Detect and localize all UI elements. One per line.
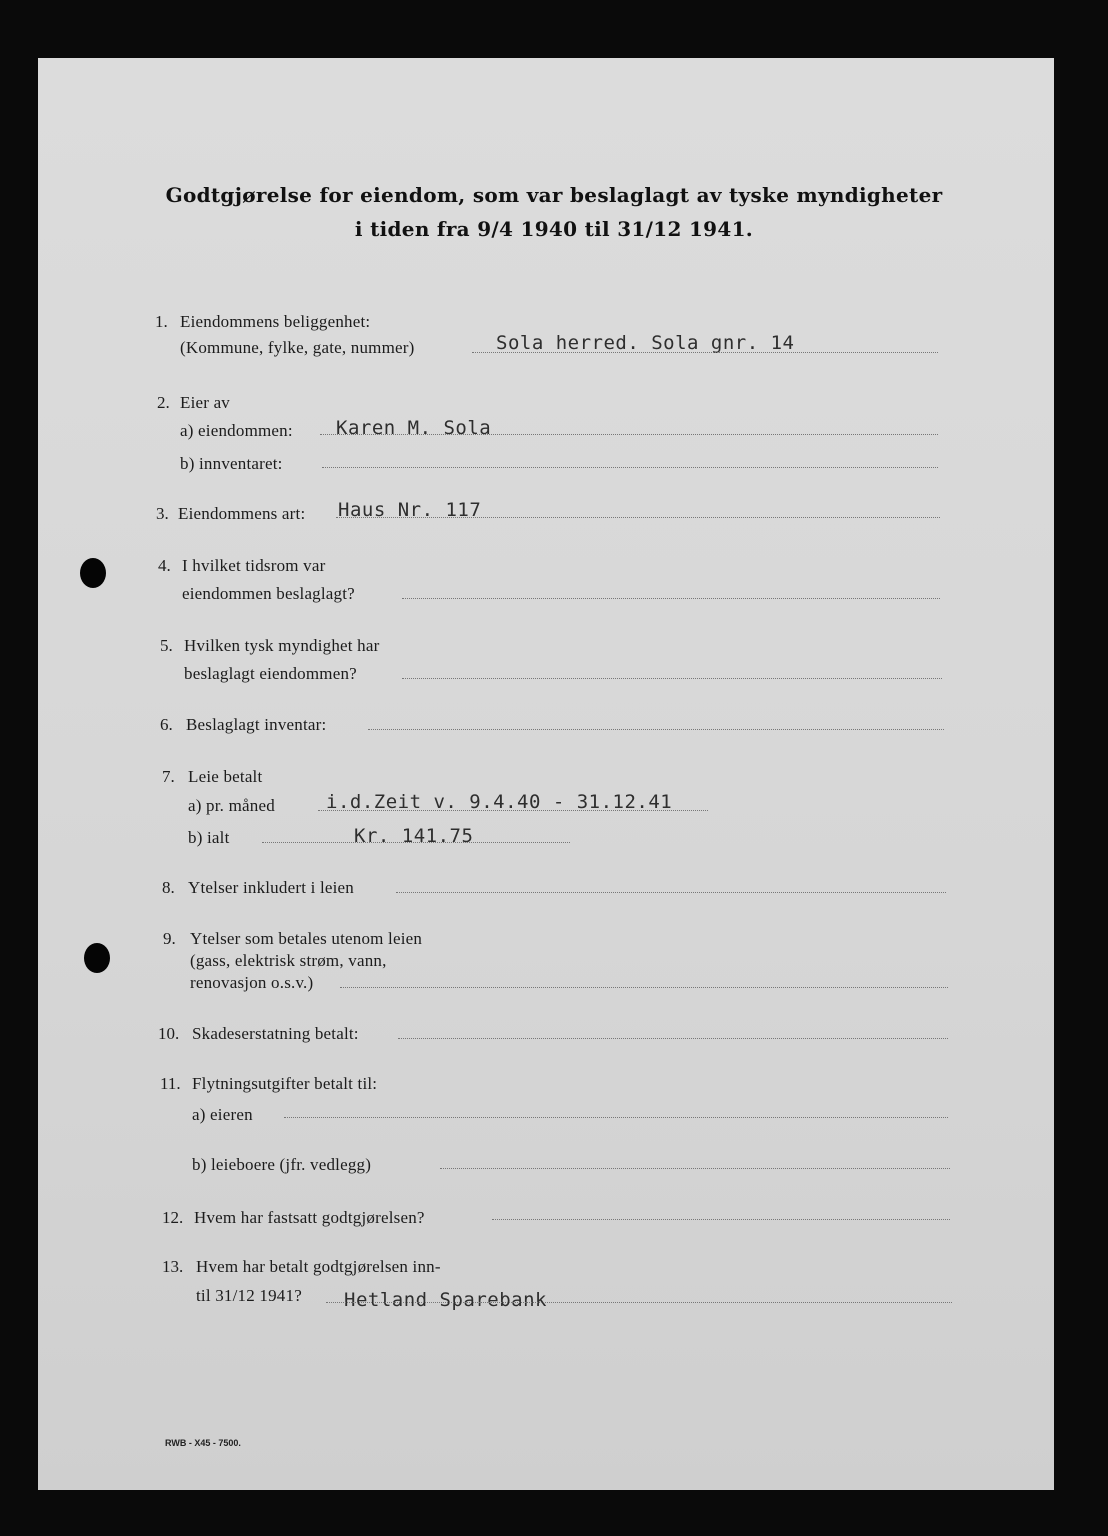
item-number: 10. bbox=[158, 1024, 180, 1043]
item-number: 12. bbox=[162, 1208, 184, 1227]
authority-line bbox=[402, 678, 942, 679]
inventory-owner-label: b) innventaret: bbox=[180, 454, 283, 473]
location-hint: (Kommune, fylke, gate, nummer) bbox=[180, 338, 415, 357]
item-number: 4. bbox=[158, 556, 171, 575]
paid-by-line bbox=[326, 1302, 952, 1303]
paid-by-label-2: til 31/12 1941? bbox=[196, 1286, 302, 1305]
extra-services-line bbox=[340, 987, 948, 988]
item-number: 9. bbox=[163, 929, 176, 948]
location-value: Sola herred. Sola gnr. 14 bbox=[496, 332, 795, 354]
punch-hole bbox=[80, 558, 106, 588]
determined-by-label: Hvem har fastsatt godtgjørelsen? bbox=[194, 1208, 425, 1227]
item-number: 7. bbox=[162, 767, 175, 786]
rent-monthly-line bbox=[318, 810, 708, 811]
location-line bbox=[472, 352, 938, 353]
rent-monthly-value: i.d.Zeit v. 9.4.40 - 31.12.41 bbox=[326, 791, 673, 813]
rent-label: Leie betalt bbox=[188, 767, 263, 786]
paid-by-label: Hvem har betalt godtgjørelsen inn- bbox=[196, 1257, 441, 1276]
extra-services-hint-1: (gass, elektrisk strøm, vann, bbox=[190, 951, 387, 970]
included-services-line bbox=[396, 892, 946, 893]
inventory-line bbox=[368, 729, 944, 730]
form-subtitle: i tiden fra 9/4 1940 til 31/12 1941. bbox=[354, 217, 754, 241]
damages-label: Skadeserstatning betalt: bbox=[192, 1024, 359, 1043]
property-owner-line bbox=[320, 434, 938, 435]
property-owner-label: a) eiendommen: bbox=[180, 421, 293, 440]
rent-total-label: b) ialt bbox=[188, 828, 230, 847]
extra-services-label: Ytelser som betales utenom leien bbox=[190, 929, 423, 948]
included-services-label: Ytelser inkludert i leien bbox=[188, 878, 354, 897]
item-number: 6. bbox=[160, 715, 173, 734]
inventory-label: Beslaglagt inventar: bbox=[186, 715, 327, 734]
period-line bbox=[402, 598, 940, 599]
period-label-2: eiendommen beslaglagt? bbox=[182, 584, 355, 603]
moving-tenants-line bbox=[440, 1168, 950, 1169]
location-label: Eiendommens beliggenhet: bbox=[180, 312, 371, 331]
damages-line bbox=[398, 1038, 948, 1039]
property-type-line bbox=[336, 517, 940, 518]
property-type-value: Haus Nr. 117 bbox=[338, 499, 482, 521]
rent-monthly-label: a) pr. måned bbox=[188, 796, 275, 815]
rent-total-line bbox=[262, 842, 570, 843]
period-label: I hvilket tidsrom var bbox=[182, 556, 326, 575]
rent-total-value: Kr. 141.75 bbox=[354, 825, 474, 847]
item-number: 8. bbox=[162, 878, 175, 897]
paid-by-value: Hetland Sparebank bbox=[344, 1289, 547, 1311]
owner-label: Eier av bbox=[180, 393, 231, 412]
inventory-owner-line bbox=[322, 467, 938, 468]
punch-hole bbox=[84, 943, 110, 973]
property-type-label: Eiendommens art: bbox=[178, 504, 306, 523]
moving-owner-line bbox=[284, 1117, 948, 1118]
item-number: 1. bbox=[155, 312, 168, 331]
moving-costs-label: Flytningsutgifter betalt til: bbox=[192, 1074, 378, 1093]
determined-by-line bbox=[492, 1219, 950, 1220]
item-number: 13. bbox=[162, 1257, 184, 1276]
moving-tenants-label: b) leieboere (jfr. vedlegg) bbox=[192, 1155, 372, 1174]
item-number: 3. bbox=[156, 504, 169, 523]
item-number: 2. bbox=[157, 393, 170, 412]
form-title: Godtgjørelse for eiendom, som var beslaglagt av tyske myndigheter bbox=[165, 183, 943, 207]
moving-owner-label: a) eieren bbox=[192, 1105, 253, 1124]
item-number: 11. bbox=[160, 1074, 181, 1093]
authority-label: Hvilken tysk myndighet har bbox=[184, 636, 380, 655]
printer-mark: RWB - X45 - 7500. bbox=[165, 1438, 241, 1448]
authority-label-2: beslaglagt eiendommen? bbox=[184, 664, 357, 683]
item-number: 5. bbox=[160, 636, 173, 655]
property-owner-value: Karen M. Sola bbox=[336, 417, 492, 439]
extra-services-hint-2: renovasjon o.s.v.) bbox=[190, 973, 314, 992]
